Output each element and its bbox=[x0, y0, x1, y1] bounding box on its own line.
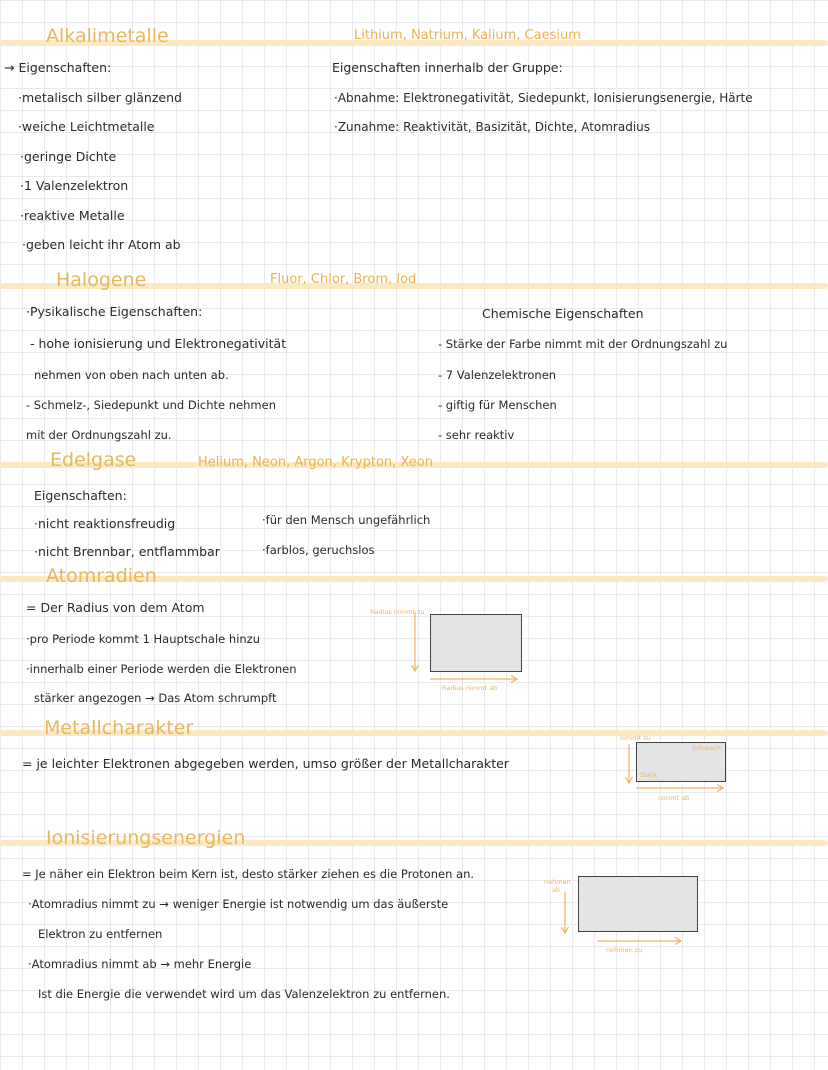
metal-label-top: nimmt zu bbox=[620, 734, 651, 742]
radii-label-vertical: Radius nimmt zu bbox=[370, 608, 425, 616]
noble-prop: ·nicht reaktionsfreudig bbox=[34, 516, 176, 531]
arrow-down-icon bbox=[410, 612, 420, 674]
halogen-chem: - Stärke der Farbe nimmt mit der Ordnungszahl zu bbox=[438, 337, 728, 351]
halogen-chem: - 7 Valenzelektronen bbox=[438, 368, 557, 382]
alkali-prop: ·1 Valenzelektron bbox=[20, 178, 129, 193]
alkali-increase: ·Zunahme: Reaktivität, Basizität, Dichte, Atomradius bbox=[334, 120, 651, 134]
radii-line: stärker angezogen → Das Atom schrumpft bbox=[34, 691, 277, 705]
ionization-line: Ist die Energie die verwendet wird um das Valenzelektron zu entfernen. bbox=[38, 987, 450, 1001]
halogen-phys: - Schmelz-, Siedepunkt und Dichte nehmen bbox=[26, 398, 276, 412]
halogen-elements: Fluor, Chlor, Brom, Iod bbox=[270, 272, 417, 287]
arrow-right-icon bbox=[598, 936, 684, 946]
ionization-line: ·Atomradius nimmt zu → weniger Energie ist notwendig um das äußerste bbox=[28, 897, 449, 911]
arrow-down-icon bbox=[624, 744, 634, 786]
heading-alkalimetalle: Alkalimetalle bbox=[46, 25, 169, 47]
arrow-down-icon bbox=[560, 892, 570, 936]
noble-prop: ·farblos, geruchslos bbox=[262, 543, 375, 557]
halogen-phys: nehmen von oben nach unten ab. bbox=[34, 368, 229, 382]
radii-line: ·pro Periode kommt 1 Hauptschale hinzu bbox=[26, 632, 261, 646]
radii-line: ·innerhalb einer Periode werden die Elektronen bbox=[26, 662, 297, 676]
ionization-line: Elektron zu entfernen bbox=[38, 927, 163, 941]
heading-atomradien: Atomradien bbox=[46, 565, 157, 587]
noble-prop: ·für den Mensch ungefährlich bbox=[262, 513, 431, 527]
alkali-props-title: → Eigenschaften: bbox=[4, 60, 112, 75]
ionization-label-vertical: nehmen ab bbox=[544, 878, 571, 894]
arrow-right-icon bbox=[636, 783, 726, 793]
ionization-line: ·Atomradius nimmt ab → mehr Energie bbox=[28, 957, 252, 971]
metal-line: = je leichter Elektronen abgegeben werden, umso größer der Metallcharakter bbox=[22, 756, 509, 771]
alkali-elements: Lithium, Natrium, Kalium, Caesium bbox=[354, 28, 581, 43]
halogen-phys-title: ·Pysikalische Eigenschaften: bbox=[26, 304, 203, 319]
ionization-diagram-box bbox=[578, 876, 698, 932]
metal-label-inner: Stark bbox=[640, 771, 658, 779]
halogen-phys: mit der Ordnungszahl zu. bbox=[26, 428, 172, 442]
alkali-prop: ·metalisch silber glänzend bbox=[18, 90, 182, 105]
halogen-phys: - hohe ionisierung und Elektronegativität bbox=[30, 336, 287, 351]
alkali-prop: ·geringe Dichte bbox=[20, 149, 117, 164]
ionization-label-horizontal: nehmen zu bbox=[606, 946, 643, 954]
heading-halogene: Halogene bbox=[56, 269, 147, 291]
noble-elements: Helium, Neon, Argon, Krypton, Xeon bbox=[198, 455, 433, 470]
heading-metallcharakter: Metallcharakter bbox=[44, 717, 194, 739]
alkali-prop: ·geben leicht ihr Atom ab bbox=[22, 237, 181, 252]
radii-label-horizontal: Radius nimmt ab bbox=[442, 684, 498, 692]
noble-props-title: Eigenschaften: bbox=[34, 488, 127, 503]
halogen-chem: - giftig für Menschen bbox=[438, 398, 557, 412]
alkali-prop: ·reaktive Metalle bbox=[20, 208, 125, 223]
heading-edelgase: Edelgase bbox=[50, 449, 137, 471]
metal-label-right: Schwach bbox=[692, 744, 721, 752]
radii-diagram-box bbox=[430, 614, 522, 672]
halogen-chem-title: Chemische Eigenschaften bbox=[482, 306, 644, 321]
ionization-line: = Je näher ein Elektron beim Kern ist, desto stärker ziehen es die Protonen an. bbox=[22, 867, 475, 881]
alkali-decrease: ·Abnahme: Elektronegativität, Siedepunkt, Ionisierungsenergie, Härte bbox=[334, 91, 753, 105]
radii-line: = Der Radius von dem Atom bbox=[26, 600, 205, 615]
heading-ionisierungsenergien: Ionisierungsenergien bbox=[46, 827, 246, 849]
metal-label-bottom: nimmt ab bbox=[658, 794, 690, 802]
arrow-right-icon bbox=[430, 674, 520, 684]
noble-prop: ·nicht Brennbar, entflammbar bbox=[34, 544, 220, 559]
arrow-right-icon: → bbox=[4, 60, 19, 75]
alkali-group-title: Eigenschaften innerhalb der Gruppe: bbox=[332, 60, 563, 75]
alkali-prop: ·weiche Leichtmetalle bbox=[18, 119, 155, 134]
halogen-chem: - sehr reaktiv bbox=[438, 428, 515, 442]
